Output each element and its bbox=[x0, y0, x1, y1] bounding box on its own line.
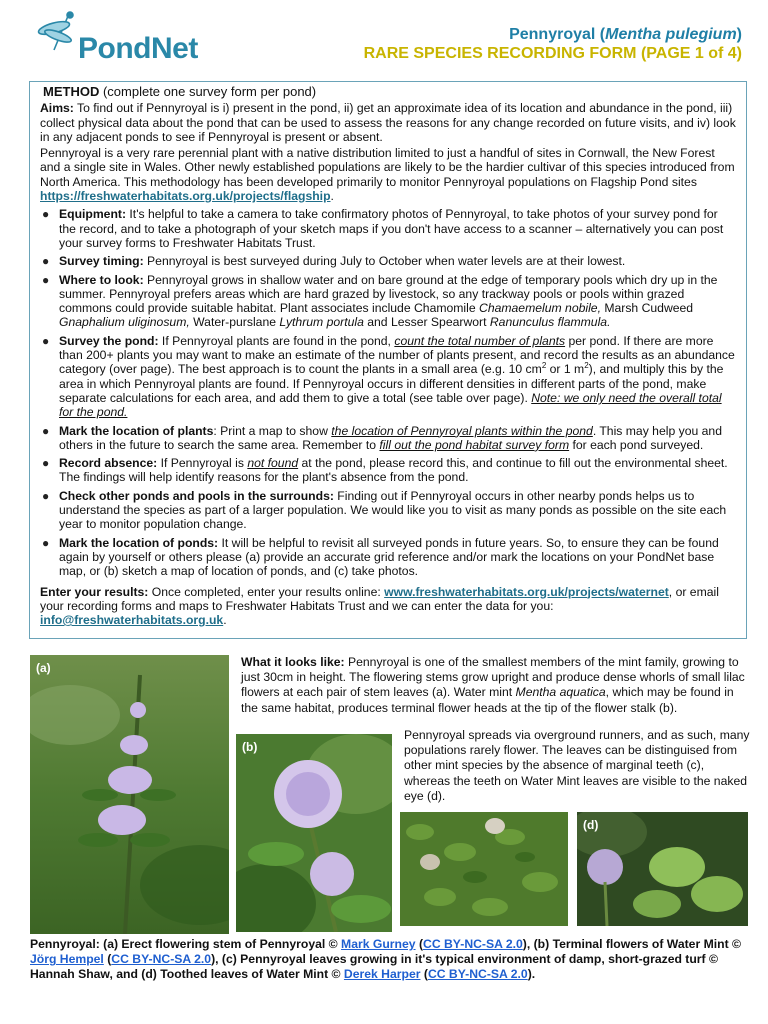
enter-results-paragraph: Enter your results: Once completed, enter your results online: www.freshwaterhabitats.org.uk/projects/waternet, or email your recording forms and maps to Freshwater Habitats Trust and we can enter the data for you: info@freshwaterhabitats.org.uk. bbox=[40, 584, 719, 628]
form-subtitle: RARE SPECIES RECORDING FORM (PAGE 1 of 4) bbox=[363, 45, 742, 62]
list-item-check-ponds: ● Check other ponds and pools in the surrounds: Finding out if Pennyroyal occurs in other nearby ponds helps us to understand the species as part of a larger population. We would like you to visit as many ponds as possible on the site each year to monitor population change. bbox=[42, 488, 727, 532]
method-title: METHOD (complete one survey form per pond) bbox=[43, 84, 317, 99]
bullet-icon: ● bbox=[42, 535, 50, 550]
waternet-link[interactable]: www.freshwaterhabitats.org.uk/projects/waternet bbox=[384, 584, 669, 599]
license-link-b[interactable]: CC BY-NC-SA 2.0 bbox=[111, 952, 212, 967]
bullet-icon: ● bbox=[42, 272, 50, 287]
license-link-d[interactable]: CC BY-NC-SA 2.0 bbox=[427, 967, 528, 982]
photo-caption: Pennyroyal: (a) Erect flowering stem of Pennyroyal © Mark Gurney (CC BY-NC-SA 2.0), (b) Terminal flowers of Water Mint © Jörg Hempel (CC BY-NC-SA 2.0), (c) Pennyroyal leaves growing in it's typical environment of damp, short-grazed turf © Hannah Shaw, and (d) Toothed leaves of Water Mint © Derek Harper (CC BY-NC-SA 2.0). bbox=[30, 937, 741, 982]
credit-link-derek-harper[interactable]: Derek Harper bbox=[343, 967, 421, 982]
photo-d-label: (d) bbox=[583, 818, 599, 832]
form-species-title: Pennyroyal (Mentha pulegium) bbox=[509, 26, 742, 43]
aims-paragraph: Aims: To find out if Pennyroyal is i) present in the pond, ii) get an approximate idea of its location and abundance in the pond, iii) collect physical data about the pond that can be used to assess the reasons for any change recorded on future visits, and iv) look in any adjacent ponds to see if Pennyroyal is present or absent. bbox=[40, 101, 736, 144]
looks-like-paragraph: What it looks like: Pennyroyal is one of the smallest members of the mint family, growing to just 30cm in height. The flowering stems grow upright and produce dense whorls of small lilac flowers at each pair of stem leaves (a). Water mint Mentha aquatica, which may be found in the same habitat, produces terminal flower heads at the tip of the flower stalk (b). bbox=[241, 655, 745, 715]
bullet-icon: ● bbox=[42, 254, 50, 269]
bullet-icon: ● bbox=[42, 456, 50, 471]
photo-b-water-mint-flowers bbox=[236, 734, 392, 932]
bullet-icon: ● bbox=[42, 423, 50, 438]
intro-paragraph: Pennyroyal is a very rare perennial plant with a native distribution limited to just a handful of sites in Cornwall, the New Forest and a single site in Wales. Other newly established populations are likely to be the hardier cultivar of this species introduced from North America. This methodology has been developed primarily to monitor Pennyroyal populations on Flagship Pond sites https://freshwaterhabitats.org.uk/projects/flagship. bbox=[40, 146, 735, 204]
photo-b-label: (b) bbox=[242, 740, 258, 754]
bullet-icon: ● bbox=[42, 488, 50, 503]
photo-a-label: (a) bbox=[36, 661, 51, 675]
list-item-equipment: ● Equipment: It's helpful to take a camera to take confirmatory photos of Pennyroyal, to take photos of your survey pond for the record, and to take a photograph of your sketch maps if you don't have access to a scanner – alternatively you can post your survey forms to Freshwater Habitats Trust. bbox=[42, 207, 724, 250]
list-item-where: ● Where to look: Pennyroyal grows in shallow water and on bare ground at the edge of temporary pools which dry up in the summer. Pennyroyal prefers areas which are hard grazed by livestock, so any trackway pools or pools within grazed commons could provide suitable habitat. Plant associates include Chamomile Chamaemelum nobile, Marsh Cudweed Gnaphalium uliginosum, Water-purslane Lythrum portula and Lesser Spearwort Ranunculus flammula. bbox=[42, 272, 718, 330]
list-item-timing: ● Survey timing: Pennyroyal is best surveyed during July to October when water levels are at their lowest. bbox=[42, 254, 626, 269]
credit-link-mark-gurney[interactable]: Mark Gurney bbox=[341, 937, 416, 951]
photo-a-pennyroyal-stem bbox=[30, 655, 229, 934]
method-list bbox=[40, 207, 736, 578]
list-item-absence: ● Record absence: If Pennyroyal is not found at the pond, please record this, and continue to fill out the environmental sheet. The findings will help identify reasons for the plant's absence from the pond. bbox=[42, 456, 728, 485]
dragonfly-icon bbox=[24, 10, 84, 70]
credit-link-jorg-hempel[interactable]: Jörg Hempel bbox=[30, 952, 104, 967]
method-box bbox=[29, 81, 747, 639]
logo-text: PondNet bbox=[78, 32, 198, 65]
photo-c-pennyroyal-leaves bbox=[400, 812, 568, 926]
pondnet-logo bbox=[24, 10, 214, 72]
flagship-link[interactable]: https://freshwaterhabitats.org.uk/projects/flagship bbox=[40, 189, 331, 204]
list-item-mark-plants: ● Mark the location of plants: Print a map to show the location of Pennyroyal plants within the pond. This may help you and others in the future to search the same area. Remember to fill out the pond habitat survey form for each pond surveyed. bbox=[42, 423, 722, 452]
email-link[interactable]: info@freshwaterhabitats.org.uk bbox=[40, 613, 224, 628]
list-item-survey: ● Survey the pond: If Pennyroyal plants are found in the pond, count the total number of plants per pond. If there are more than 200+ plants you may want to make an estimate of the number of plants present, and record the results as an abundance category (over page). The best approach is to count the plants in a small area (e.g. 10 $cm^2$ or 1 $m^2$), and multiply this by the area in which Pennyroyal plants are found. If Pennyroyal occurs in different densities in different parts of the pond, make separate calculations for each area, and add them to give a total (see table over page). Note: we only need the overall total for the pond. bbox=[42, 333, 735, 420]
spreads-paragraph: Pennyroyal spreads via overground runners, and as such, many populations rarely flower. The leaves can be distinguised from other mint species by the absence of marginal teeth (c), whereas the teeth on Water Mint leaves are visible to the naked eye (d). bbox=[404, 728, 750, 803]
bullet-icon: ● bbox=[42, 207, 50, 222]
list-item-mark-ponds: ● Mark the location of ponds: It will be helpful to revisit all surveyed ponds in future years. So, to ensure they can be found again by yourself or others please (a) provide an accurate grid reference and/or mark the locations on your PondNet base map, or (b) sketch a map of location of ponds, and (c) take photos. bbox=[42, 535, 719, 579]
bullet-icon: ● bbox=[42, 333, 50, 348]
license-link-a[interactable]: CC BY-NC-SA 2.0 bbox=[423, 937, 523, 951]
photo-d-water-mint-leaves bbox=[577, 812, 748, 926]
